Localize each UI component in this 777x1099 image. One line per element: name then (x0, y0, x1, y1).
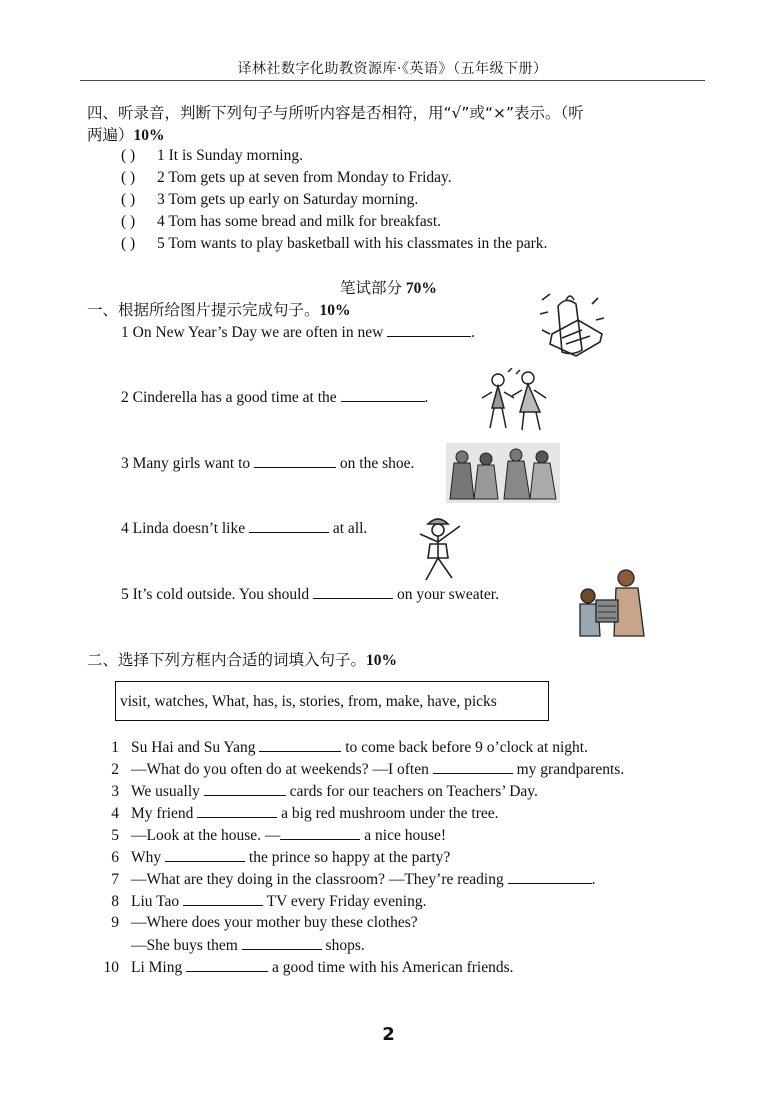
fill-item-6 (97, 847, 450, 868)
item-text: —She buys them (131, 937, 238, 954)
item-text: —What do you often do at weekends? —I often (131, 761, 429, 778)
item-number: 10 (103, 959, 119, 976)
picture-item-2 (121, 387, 428, 408)
answer-blank[interactable] (204, 781, 286, 796)
listening-item-text: 3 Tom gets up early on Saturday morning. (157, 191, 419, 208)
answer-blank[interactable] (254, 453, 336, 468)
answer-blank[interactable] (433, 759, 513, 774)
answer-blank[interactable] (341, 387, 425, 402)
item-text-after: at all. (332, 520, 368, 537)
item-text: 3 Many girls want to (121, 455, 251, 472)
fill-item-3 (97, 781, 538, 802)
listening-item-5 (121, 234, 547, 254)
answer-blank[interactable] (508, 869, 592, 884)
party-picture (478, 368, 552, 434)
listening-item-text: 5 Tom wants to play basketball with his classmates in the park. (157, 235, 548, 252)
written-part-title (340, 278, 437, 299)
fill-item-2 (97, 759, 624, 780)
listening-item-text: 4 Tom has some bread and milk for breakfast. (157, 213, 442, 230)
item-text: —Where does your mother buy these clothes? (131, 914, 418, 931)
item-text: My friend (131, 805, 194, 822)
item-number: 3 (111, 783, 119, 800)
item-text-after: shops. (325, 937, 365, 954)
section2-score: 10% (366, 652, 398, 669)
new-clothes-picture (536, 290, 610, 364)
fill-item-9-answer (97, 935, 365, 956)
listening-title (87, 103, 584, 123)
fill-item-7 (97, 869, 595, 890)
item-text: 2 Cinderella has a good time at the (121, 389, 337, 406)
item-number: 7 (111, 871, 119, 888)
item-text-after: . (471, 324, 476, 341)
picture-item-5 (121, 584, 499, 605)
answer-blank[interactable] (387, 322, 471, 337)
listening-item-3 (121, 190, 418, 210)
answer-mark[interactable]: ( ) (121, 235, 136, 252)
fill-item-5 (97, 825, 446, 846)
listening-item-2 (121, 168, 452, 188)
item-text-after: TV every Friday evening. (266, 893, 427, 910)
answer-mark[interactable]: ( ) (121, 169, 136, 186)
item-text: —Look at the house. — (131, 827, 281, 844)
item-text-after: a nice house! (364, 827, 447, 844)
picture-item-1 (121, 322, 475, 343)
item-text-after: a good time with his American friends. (272, 959, 514, 976)
written-score: 70% (405, 280, 437, 297)
word-box: visit, watches, What, has, is, stories, from, make, have, picks (115, 681, 549, 721)
answer-blank[interactable] (183, 891, 263, 906)
section2-title-row (87, 650, 397, 671)
item-text: Liu Tao (131, 893, 180, 910)
item-text: Li Ming (131, 959, 183, 976)
girls-shoe-picture (446, 443, 560, 503)
answer-mark[interactable]: ( ) (121, 147, 136, 164)
listening-item-text: 1 It is Sunday morning. (157, 147, 303, 164)
page-header: 译林社数字化助教资源库·《英语》（五年级下册） (80, 58, 705, 81)
item-text-after: cards for our teachers on Teachers’ Day. (289, 783, 538, 800)
answer-blank[interactable] (280, 825, 360, 840)
section1-title: 一、根据所给图片提示完成句子。 (87, 301, 320, 319)
fill-item-4 (97, 803, 499, 824)
picture-item-3 (121, 453, 414, 474)
fill-item-8 (97, 891, 426, 912)
item-text-after: . (424, 389, 429, 406)
page-number: 2 (382, 1024, 395, 1045)
item-number: 6 (111, 849, 119, 866)
listening-score: 10% (133, 127, 165, 144)
answer-blank[interactable] (165, 847, 245, 862)
item-text: 1 On New Year’s Day we are often in new (121, 324, 384, 341)
item-text-after: on your sweater. (396, 586, 499, 603)
fill-item-10 (97, 957, 514, 978)
answer-mark[interactable]: ( ) (121, 213, 136, 230)
item-number: 8 (111, 893, 119, 910)
item-text: 5 It’s cold outside. You should (121, 586, 310, 603)
fill-item-9 (97, 913, 418, 933)
answer-blank[interactable] (313, 584, 393, 599)
listening-title-line2: 两遍） (87, 126, 134, 144)
answer-blank[interactable] (249, 518, 329, 533)
item-text-after: . (591, 871, 596, 888)
answer-blank[interactable] (242, 935, 322, 950)
section1-score: 10% (319, 302, 351, 319)
fill-item-1 (97, 737, 588, 758)
item-text: Su Hai and Su Yang (131, 739, 256, 756)
item-text-after: my grandparents. (516, 761, 625, 778)
item-text: —What are they doing in the classroom? —They’re reading (131, 871, 504, 888)
item-text-after: to come back before 9 o’clock at night. (345, 739, 588, 756)
item-text: 4 Linda doesn’t like (121, 520, 246, 537)
answer-blank[interactable] (259, 737, 341, 752)
listening-item-4 (121, 212, 441, 232)
item-text-after: the prince so happy at the party? (248, 849, 451, 866)
item-text: We usually (131, 783, 200, 800)
item-text: Why (131, 849, 162, 866)
written-title: 笔试部分 (340, 279, 403, 297)
item-number: 2 (111, 761, 119, 778)
dancing-girl-picture (408, 514, 468, 586)
item-text-after: on the shoe. (339, 455, 415, 472)
listening-title-line2-row (87, 125, 165, 146)
listening-item-text: 2 Tom gets up at seven from Monday to Friday. (157, 169, 452, 186)
mother-son-sweater-picture (576, 566, 648, 638)
answer-mark[interactable]: ( ) (121, 191, 136, 208)
item-number: 5 (111, 827, 119, 844)
section1-title-row (87, 300, 351, 321)
item-text-after: a big red mushroom under the tree. (281, 805, 499, 822)
picture-item-4 (121, 518, 367, 539)
item-number: 4 (111, 805, 119, 822)
listening-title-line1: 四、听录音，判断下列句子与所听内容是否相符，用“√”或“×”表示。（听 (87, 104, 584, 122)
item-number: 9 (111, 914, 119, 931)
listening-item-1 (121, 146, 303, 166)
answer-blank[interactable] (197, 803, 277, 818)
section2-title: 二、选择下列方框内合适的词填入句子。 (87, 651, 367, 669)
item-number: 1 (111, 739, 119, 756)
answer-blank[interactable] (186, 957, 268, 972)
